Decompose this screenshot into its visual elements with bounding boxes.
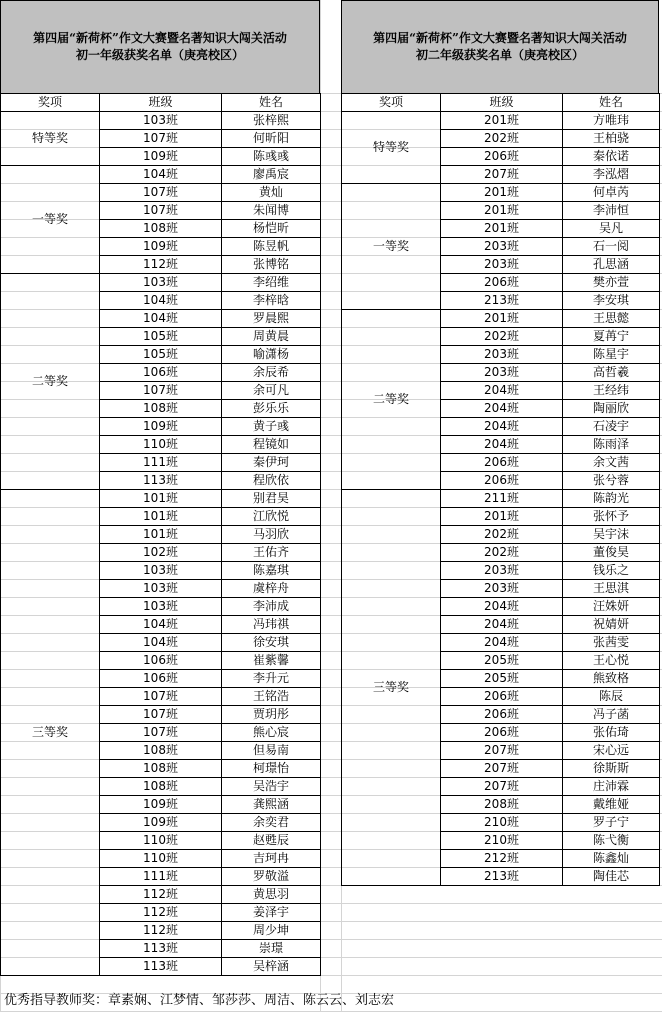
student-name-cell: 但易南 (222, 742, 321, 760)
class-cell: 103班 (100, 580, 222, 598)
class-cell: 206班 (441, 472, 563, 490)
award-level-cell: 二等奖 (1, 274, 100, 490)
class-cell: 212班 (441, 850, 563, 868)
class-cell: 204班 (441, 616, 563, 634)
student-name-cell: 陈彧彧 (222, 148, 321, 166)
student-name-cell: 崔紫馨 (222, 652, 321, 670)
award-level-cell: 特等奖 (342, 112, 441, 184)
class-cell: 113班 (100, 958, 222, 976)
grade8-title-line1: 第四届“新荷杯”作文大赛暨名著知识大闯关活动 (373, 31, 627, 45)
class-cell: 207班 (441, 166, 563, 184)
class-cell: 109班 (100, 796, 222, 814)
class-cell: 204班 (441, 436, 563, 454)
class-cell: 105班 (100, 346, 222, 364)
class-cell: 107班 (100, 184, 222, 202)
student-name-cell: 陈鑫灿 (563, 850, 660, 868)
grade8-award-table (341, 93, 660, 886)
class-cell: 204班 (441, 382, 563, 400)
student-name-cell: 高哲羲 (563, 364, 660, 382)
class-cell: 203班 (441, 256, 563, 274)
class-cell: 101班 (100, 526, 222, 544)
class-column-header: 班级 (100, 94, 222, 112)
class-cell: 106班 (100, 670, 222, 688)
class-cell: 202班 (441, 544, 563, 562)
award-level-cell: 特等奖 (1, 112, 100, 166)
class-cell: 111班 (100, 868, 222, 886)
student-name-cell: 罗子宁 (563, 814, 660, 832)
table-row (342, 490, 660, 508)
student-name-cell: 李升元 (222, 670, 321, 688)
grade7-award-table (0, 93, 321, 976)
class-cell: 201班 (441, 202, 563, 220)
class-cell: 107班 (100, 130, 222, 148)
class-cell: 103班 (100, 598, 222, 616)
student-name-cell: 王心悦 (563, 652, 660, 670)
student-name-cell: 熊致格 (563, 670, 660, 688)
name-column-header: 姓名 (563, 94, 660, 112)
student-name-cell: 彭乐乐 (222, 400, 321, 418)
class-cell: 103班 (100, 562, 222, 580)
class-cell: 101班 (100, 508, 222, 526)
class-cell: 206班 (441, 706, 563, 724)
class-cell: 107班 (100, 382, 222, 400)
student-name-cell: 戴维娅 (563, 796, 660, 814)
student-name-cell: 熊心宸 (222, 724, 321, 742)
student-name-cell: 陶丽欣 (563, 400, 660, 418)
student-name-cell: 王佑齐 (222, 544, 321, 562)
student-name-cell: 余奕君 (222, 814, 321, 832)
student-name-cell: 朱闻博 (222, 202, 321, 220)
class-cell: 109班 (100, 238, 222, 256)
class-column-header: 班级 (441, 94, 563, 112)
class-cell: 108班 (100, 400, 222, 418)
student-name-cell: 陈韵光 (563, 490, 660, 508)
class-cell: 203班 (441, 562, 563, 580)
student-name-cell: 罗晨熙 (222, 310, 321, 328)
student-name-cell: 王柏骁 (563, 130, 660, 148)
student-name-cell: 董俊昊 (563, 544, 660, 562)
student-name-cell: 黄思羽 (222, 886, 321, 904)
student-name-cell: 李梓晗 (222, 292, 321, 310)
class-cell: 202班 (441, 130, 563, 148)
header-row (342, 94, 660, 112)
class-cell: 101班 (100, 490, 222, 508)
student-name-cell: 周黄晨 (222, 328, 321, 346)
student-name-cell: 陈昱帆 (222, 238, 321, 256)
student-name-cell: 钱乐之 (563, 562, 660, 580)
student-name-cell: 汪姝妍 (563, 598, 660, 616)
student-name-cell: 马羽欣 (222, 526, 321, 544)
class-cell: 213班 (441, 868, 563, 886)
student-name-cell: 龚熙涵 (222, 796, 321, 814)
student-name-cell: 秦依诺 (563, 148, 660, 166)
class-cell: 207班 (441, 760, 563, 778)
grade7-title (0, 0, 320, 94)
class-cell: 107班 (100, 688, 222, 706)
class-cell: 109班 (100, 814, 222, 832)
class-cell: 106班 (100, 652, 222, 670)
class-cell: 111班 (100, 454, 222, 472)
student-name-cell: 孔思涵 (563, 256, 660, 274)
name-column-header: 姓名 (222, 94, 321, 112)
class-cell: 108班 (100, 220, 222, 238)
class-cell: 110班 (100, 436, 222, 454)
student-name-cell: 张怀予 (563, 508, 660, 526)
student-name-cell: 李沛恒 (563, 202, 660, 220)
grade7-title-line2: 初一年级获奖名单（庚亮校区） (75, 48, 244, 62)
class-cell: 108班 (100, 778, 222, 796)
student-name-cell: 张茜雯 (563, 634, 660, 652)
class-cell: 204班 (441, 598, 563, 616)
class-cell: 203班 (441, 364, 563, 382)
class-cell: 201班 (441, 508, 563, 526)
student-name-cell: 姜泽宇 (222, 904, 321, 922)
class-cell: 108班 (100, 760, 222, 778)
student-name-cell: 杨恺昕 (222, 220, 321, 238)
class-cell: 109班 (100, 148, 222, 166)
class-cell: 203班 (441, 238, 563, 256)
student-name-cell: 陈雨泽 (563, 436, 660, 454)
student-name-cell: 夏苒宁 (563, 328, 660, 346)
class-cell: 203班 (441, 346, 563, 364)
student-name-cell: 冯玮祺 (222, 616, 321, 634)
class-cell: 202班 (441, 328, 563, 346)
student-name-cell: 张梓熙 (222, 112, 321, 130)
student-name-cell: 石一阅 (563, 238, 660, 256)
student-name-cell: 王铭浩 (222, 688, 321, 706)
class-cell: 104班 (100, 166, 222, 184)
grade8-title-line2: 初二年级获奖名单（庚亮校区） (415, 48, 584, 62)
student-name-cell: 张兮蓉 (563, 472, 660, 490)
class-cell: 210班 (441, 814, 563, 832)
student-name-cell: 黄子彧 (222, 418, 321, 436)
award-level-cell: 三等奖 (1, 490, 100, 976)
class-cell: 113班 (100, 940, 222, 958)
student-name-cell: 陈星宇 (563, 346, 660, 364)
student-name-cell: 徐安琪 (222, 634, 321, 652)
class-cell: 113班 (100, 472, 222, 490)
class-cell: 206班 (441, 724, 563, 742)
student-name-cell: 陈辰 (563, 688, 660, 706)
student-name-cell: 王思淇 (563, 580, 660, 598)
class-cell: 206班 (441, 148, 563, 166)
student-name-cell: 李沛成 (222, 598, 321, 616)
table-row (342, 310, 660, 328)
class-cell: 110班 (100, 832, 222, 850)
student-name-cell: 张佑琦 (563, 724, 660, 742)
class-cell: 107班 (100, 202, 222, 220)
student-name-cell: 吴浩宇 (222, 778, 321, 796)
class-cell: 104班 (100, 634, 222, 652)
student-name-cell: 程欣依 (222, 472, 321, 490)
student-name-cell: 樊亦萱 (563, 274, 660, 292)
class-cell: 213班 (441, 292, 563, 310)
student-name-cell: 吴宇沫 (563, 526, 660, 544)
award-column-header: 奖项 (342, 94, 441, 112)
grade8-title (341, 0, 659, 94)
student-name-cell: 崇璟 (222, 940, 321, 958)
class-cell: 201班 (441, 220, 563, 238)
student-name-cell: 陈弋衡 (563, 832, 660, 850)
student-name-cell: 柯璟怡 (222, 760, 321, 778)
student-name-cell: 徐斯斯 (563, 760, 660, 778)
class-cell: 206班 (441, 274, 563, 292)
class-cell: 112班 (100, 904, 222, 922)
class-cell: 112班 (100, 922, 222, 940)
student-name-cell: 别君昊 (222, 490, 321, 508)
student-name-cell: 程镜如 (222, 436, 321, 454)
student-name-cell: 何卓芮 (563, 184, 660, 202)
student-name-cell: 李绍维 (222, 274, 321, 292)
award-level-cell: 一等奖 (1, 166, 100, 274)
class-cell: 204班 (441, 400, 563, 418)
class-cell: 112班 (100, 886, 222, 904)
class-cell: 109班 (100, 418, 222, 436)
table-row (1, 166, 321, 184)
class-cell: 202班 (441, 526, 563, 544)
class-cell: 207班 (441, 778, 563, 796)
class-cell: 206班 (441, 454, 563, 472)
student-name-cell: 张博铭 (222, 256, 321, 274)
student-name-cell: 黄灿 (222, 184, 321, 202)
student-name-cell: 李安琪 (563, 292, 660, 310)
class-cell: 206班 (441, 688, 563, 706)
student-name-cell: 廖禹宸 (222, 166, 321, 184)
student-name-cell: 赵甦辰 (222, 832, 321, 850)
class-cell: 107班 (100, 706, 222, 724)
student-name-cell: 周少坤 (222, 922, 321, 940)
class-cell: 203班 (441, 580, 563, 598)
student-name-cell: 李泓熠 (563, 166, 660, 184)
class-cell: 204班 (441, 634, 563, 652)
table-row (342, 112, 660, 130)
award-column-header: 奖项 (1, 94, 100, 112)
student-name-cell: 虞梓舟 (222, 580, 321, 598)
class-cell: 201班 (441, 112, 563, 130)
class-cell: 204班 (441, 418, 563, 436)
class-cell: 103班 (100, 112, 222, 130)
table-row (342, 184, 660, 202)
class-cell: 205班 (441, 670, 563, 688)
student-name-cell: 何昕阳 (222, 130, 321, 148)
class-cell: 108班 (100, 742, 222, 760)
student-name-cell: 石凌宇 (563, 418, 660, 436)
class-cell: 104班 (100, 292, 222, 310)
student-name-cell: 陈嘉琪 (222, 562, 321, 580)
class-cell: 105班 (100, 328, 222, 346)
student-name-cell: 吴梓涵 (222, 958, 321, 976)
student-name-cell: 冯子菡 (563, 706, 660, 724)
excellent-teacher-award-note: 优秀指导教师奖：章素娴、江梦情、邹莎莎、周洁、陈云云、刘志宏 (4, 993, 395, 1008)
student-name-cell: 余辰希 (222, 364, 321, 382)
student-name-cell: 宋心远 (563, 742, 660, 760)
class-cell: 110班 (100, 850, 222, 868)
class-cell: 106班 (100, 364, 222, 382)
class-cell: 104班 (100, 310, 222, 328)
class-cell: 208班 (441, 796, 563, 814)
student-name-cell: 秦伊珂 (222, 454, 321, 472)
student-name-cell: 吴凡 (563, 220, 660, 238)
student-name-cell: 王思懿 (563, 310, 660, 328)
student-name-cell: 喻潇杨 (222, 346, 321, 364)
student-name-cell: 罗敬溢 (222, 868, 321, 886)
class-cell: 107班 (100, 724, 222, 742)
class-cell: 211班 (441, 490, 563, 508)
award-level-cell: 三等奖 (342, 490, 441, 886)
student-name-cell: 贾玥彤 (222, 706, 321, 724)
student-name-cell: 江欣悦 (222, 508, 321, 526)
class-cell: 210班 (441, 832, 563, 850)
class-cell: 201班 (441, 184, 563, 202)
class-cell: 103班 (100, 274, 222, 292)
class-cell: 207班 (441, 742, 563, 760)
student-name-cell: 余可凡 (222, 382, 321, 400)
student-name-cell: 方唯玮 (563, 112, 660, 130)
award-level-cell: 一等奖 (342, 184, 441, 310)
student-name-cell: 王经纬 (563, 382, 660, 400)
header-row (1, 94, 321, 112)
table-row (1, 112, 321, 130)
class-cell: 112班 (100, 256, 222, 274)
student-name-cell: 吉珂冉 (222, 850, 321, 868)
student-name-cell: 陶佳芯 (563, 868, 660, 886)
student-name-cell: 庄沛霖 (563, 778, 660, 796)
table-row (1, 490, 321, 508)
class-cell: 102班 (100, 544, 222, 562)
student-name-cell: 祝婧妍 (563, 616, 660, 634)
grade7-title-line1: 第四届“新荷杯”作文大赛暨名著知识大闯关活动 (33, 31, 287, 45)
class-cell: 104班 (100, 616, 222, 634)
class-cell: 205班 (441, 652, 563, 670)
award-level-cell: 二等奖 (342, 310, 441, 490)
class-cell: 201班 (441, 310, 563, 328)
table-row (1, 274, 321, 292)
student-name-cell: 余文茜 (563, 454, 660, 472)
